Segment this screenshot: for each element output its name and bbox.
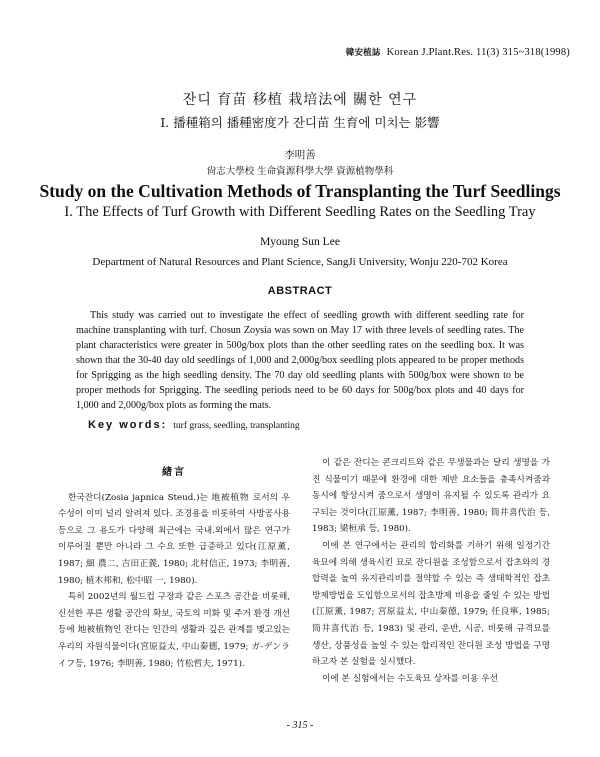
journal-citation: Korean J.Plant.Res. 11(3) 315~318(1998) xyxy=(386,47,570,58)
journal-name-kr: 韓安植誌 xyxy=(345,48,381,58)
affiliation-korean: 尙志大學校 生命資源科學大學 資源植物學科 xyxy=(206,166,394,177)
right-paragraph-1: 이 같은 잔디는 콘크리트와 같은 무생물과는 달리 생명을 가진 식물이기 때문에 환경에 대한 제반 요소들을 충족시켜줌과 동시에 항상시켜 줌으로서 생명이 유지될 수 있도록 관리가 요구되는 것이다(江原薰, 1987; 李明善, 1980; 筒井喜代治 등, 1983; 梁桓承 등, 1980). xyxy=(312,458,550,535)
abstract-body: This study was carried out to investigate the effect of seedling growth with different seedling rate for machine transplanting with turf. Chosun Zoysia was sown on May 17 with three levels of seedling rates. The plant characteristics were greater in 500g/box plots than the other seedling rates on the seedling box. It was shown that the 30-40 day old seedlings of 1,000 and 2,000g/box seedling plots appeared to be proper methods for Sprigging as the high seedling density. The 70 day old seedling plants with 500g/box were shown to be proper methods for Sprigging. The seedling periods need to be 60 days for 500g/box plots and 40 days for 1,000 and 2,000g/box plots as forming the mats. xyxy=(76,310,524,411)
keywords-label: Key words: xyxy=(88,419,168,431)
title-english: Study on the Cultivation Methods of Transplanting the Turf Seedlings xyxy=(39,181,561,201)
subtitle-english: I. The Effects of Turf Growth with Different Seedling Rates on the Seedling Tray xyxy=(64,204,536,220)
author-english: Myoung Sun Lee xyxy=(260,236,340,248)
right-paragraph-2: 이에 본 연구에서는 관리의 합리화를 기하기 위해 일정기간 육묘에 의해 생육시킨 묘로 잔디원을 조성함으로서 잡초와의 경합력을 높여 유지관리비를 절약할 수 있는 즉 생태학적인 잡초방제방법을 도입함으로서의 잡초방제 비용을 줄일 수 있는 방법(江原薰, 1987; 宮原益太, 中山秦德, 1979; 任良寧, 1985; 筒井喜代治 등, 1983) 및 관리, 운반, 시공, 비룻해 규격묘를 생산, 상품성을 높일 수 있는 합리적인 잔디원 조성 방법을 구명하고자 본 실험을 실시했다. xyxy=(312,540,550,668)
section-title-introduction: 緖言 xyxy=(162,467,186,478)
author-korean: 李明善 xyxy=(284,149,316,161)
left-paragraph-2: 특히 2002년의 월드컵 구장과 같은 스포츠 공간을 비롯해, 신선한 푸른 생활 공간의 확보, 국토의 미화 및 주거 환경 개선 등에 地被植物인 잔디는 인간의 생활과 깊은 관계를 맺고있는 우리의 자원식물이다(宮原益太, 中山秦德, 1979; ガ-デンライフ등, 1976; 李明善, 1980; 竹松哲夫, 1971). xyxy=(58,592,290,669)
subtitle-korean: I. 播種箱의 播種密度가 잔디苗 生育에 미치는 影響 xyxy=(160,115,440,130)
left-column xyxy=(58,455,290,672)
abstract-heading: ABSTRACT xyxy=(267,285,333,297)
right-paragraph-3: 이에 본 실험에서는 수도육묘 상자를 이용 우선 xyxy=(322,673,499,684)
right-column xyxy=(312,455,550,687)
affiliation-english: Department of Natural Resources and Plant Science, SangJi University, Wonju 220-702 Korea xyxy=(92,256,508,268)
journal-header xyxy=(346,46,570,58)
keywords xyxy=(88,419,300,431)
keywords-text: turf grass, seedling, transplanting xyxy=(173,421,300,431)
title-korean: 잔디 育苗 移植 栽培法에 關한 연구 xyxy=(182,92,418,108)
left-paragraph-1: 한국잔디(Zosia japnica Steud.)는 地被植物 로서의 우수성이 이미 널리 알려져 있다. 조경용을 비롯하여 사방공사용 등으로 그 용도가 다양해 최근에는 국내.외에서 많은 연구가 이루어질 뿐만 아니라 그 수요 또한 급증하고 있다(江原薰, 1987; 細 農二, 吉田正義, 1980; 北村信正, 1973; 李明善, 1980; 植木邦和, 松中昭 一, 1980). xyxy=(58,492,290,586)
page-number: - 315 - xyxy=(286,720,314,731)
